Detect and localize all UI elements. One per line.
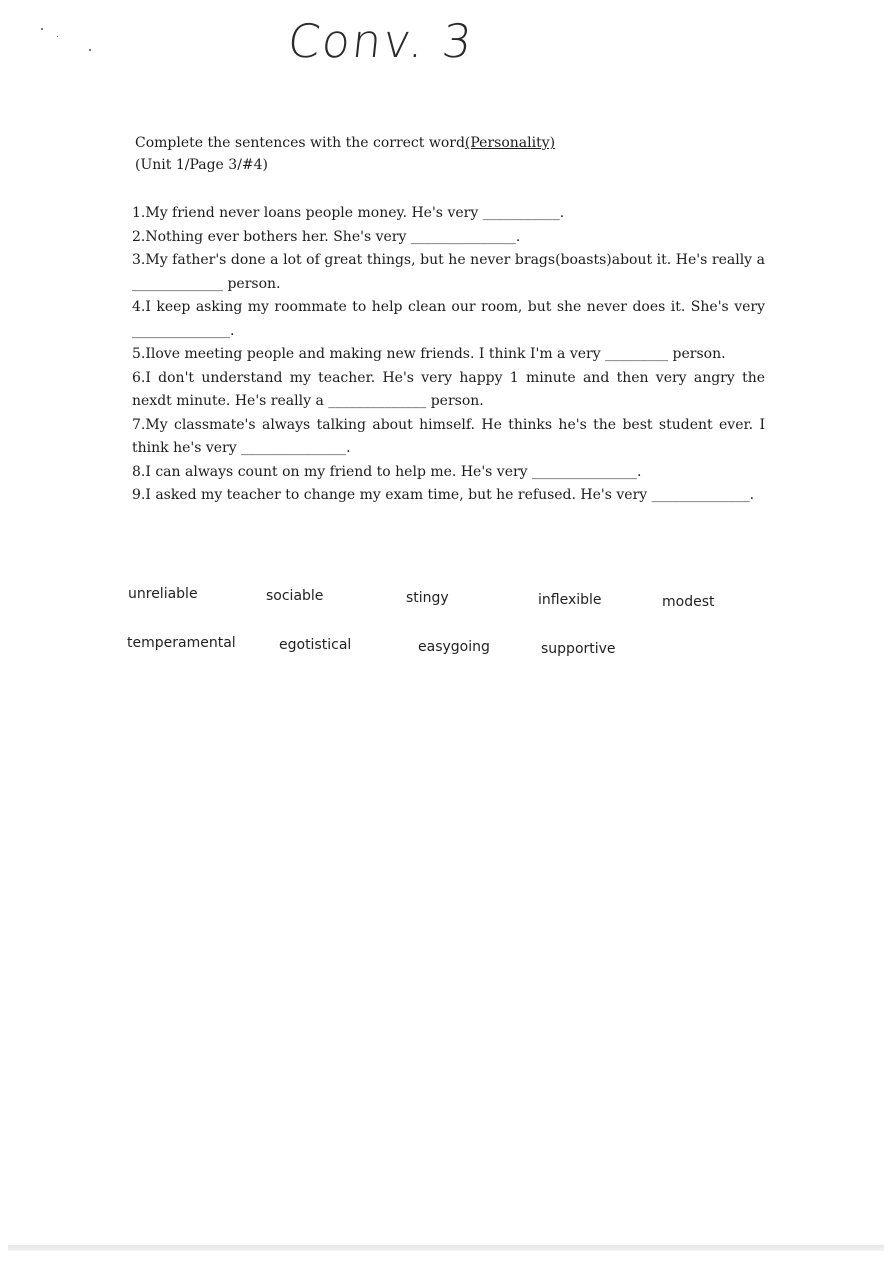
sentence-2: 2.Nothing ever bothers her. She's very _______________. xyxy=(132,228,521,245)
word-bank-item: unreliable xyxy=(128,586,198,602)
handwritten-title: Conv. 3 xyxy=(285,14,477,68)
scan-speck xyxy=(89,49,91,51)
sentence-6: 6.I don't understand my teacher. He's very happy 1 minute and then very angry the nexdt minute. He's really a ______________ person. xyxy=(132,369,765,409)
instructions-line-2: (Unit 1/Page 3/#4) xyxy=(135,157,269,173)
instructions xyxy=(135,132,555,176)
sentence-4: 4.I keep asking my roommate to help clean our room, but she never does it. She's very ______________. xyxy=(132,299,765,339)
scan-bottom-edge xyxy=(8,1245,884,1251)
sentence-1: 1.My friend never loans people money. He's very ___________. xyxy=(132,205,565,221)
sentence-list xyxy=(132,202,765,508)
word-bank-item: easygoing xyxy=(418,639,490,655)
scan-speck xyxy=(41,28,43,30)
word-bank-item: sociable xyxy=(266,588,324,604)
word-bank-item: supportive xyxy=(541,641,616,657)
word-bank-item: stingy xyxy=(406,590,449,606)
sentence-8: 8.I can always count on my friend to help me. He's very _______________. xyxy=(132,463,642,480)
word-bank-item: egotistical xyxy=(279,637,352,653)
scan-speck xyxy=(57,36,58,37)
word-bank-item: inflexible xyxy=(538,592,602,608)
sentence-9: 9.I asked my teacher to change my exam time, but he refused. He's very ______________. xyxy=(132,487,755,503)
sentence-3: 3.My father's done a lot of great things, but he never brags(boasts)about it. He's really a _____________ person. xyxy=(132,252,765,292)
word-bank-item: modest xyxy=(662,594,715,610)
instructions-topic: (Personality) xyxy=(464,135,556,151)
instructions-text: Complete the sentences with the correct word xyxy=(135,135,465,151)
sentence-5: 5.Ilove meeting people and making new friends. I think I'm a very _________ person. xyxy=(132,346,726,362)
sentence-7: 7.My classmate's always talking about himself. He thinks he's the best student ever. I think he's very _______________. xyxy=(132,416,765,456)
word-bank-item: temperamental xyxy=(127,635,236,651)
instructions-line-1 xyxy=(135,132,555,154)
